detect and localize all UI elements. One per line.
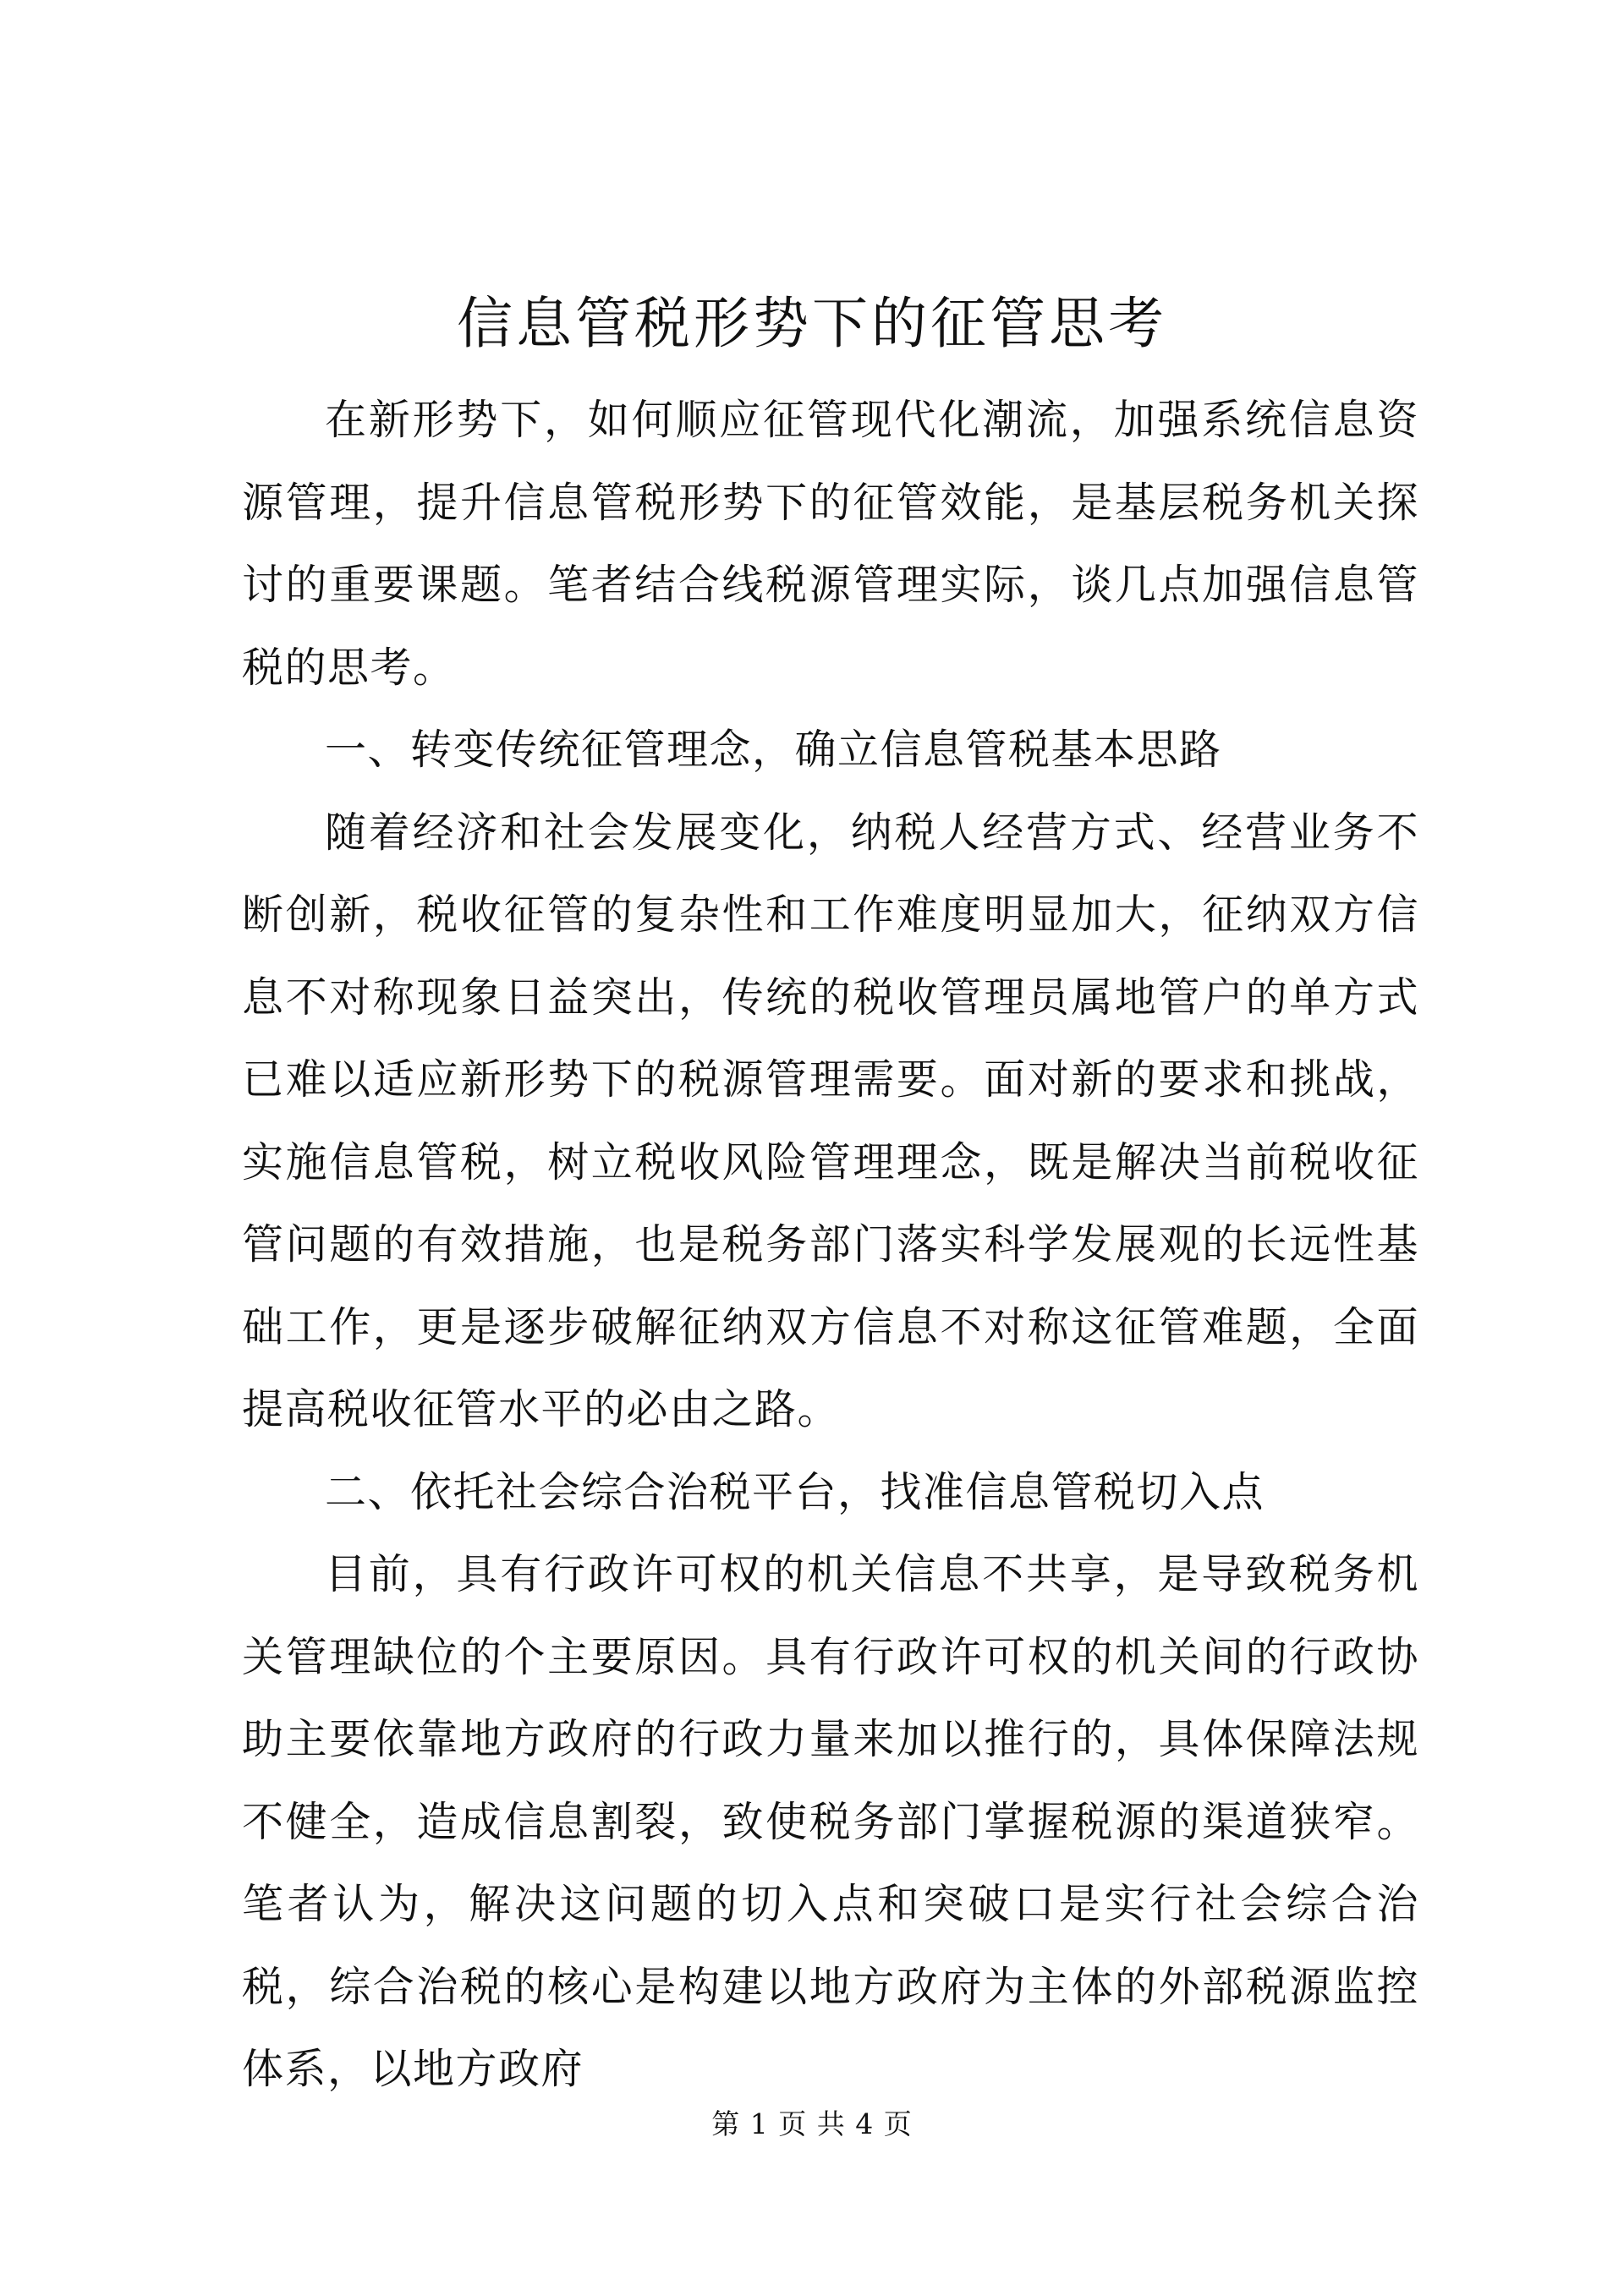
section-heading-1: 一、转变传统征管理念，确立信息管税基本思路 bbox=[325, 726, 1222, 774]
document-title: 信息管税形势下的征管思考 bbox=[457, 291, 1167, 356]
paragraph-section-2: 目前，具有行政许可权的机关信息不共享，是导致税务机关管理缺位的个主要原因。具有行政许可权的机关间的行政协助主要依靠地方政府的行政力量来加以推行的，具体保障法规不健全，造成信息割裂，致使税务部门掌握税源的渠道狭窄。笔者认为，解决这问题的切入点和突破口是实行社会综合治税，综合治税的核心是构建以地方政府为主体的外部税源监控体系，以地方政府 bbox=[242, 1550, 1419, 2093]
section-heading-2: 二、依托社会综合治税平台，找准信息管税切入点 bbox=[325, 1467, 1265, 1516]
paragraph-section-1: 随着经济和社会发展变化，纳税人经营方式、经营业务不断创新，税收征管的复杂性和工作难度明显加大，征纳双方信息不对称现象日益突出，传统的税收管理员属地管户的单方式已难以适应新形势下的税源管理需要。面对新的要求和挑战，实施信息管税，树立税收风险管理理念，既是解决当前税收征管问题的有效措施，也是税务部门落实科学发展观的长远性基础工作，更是逐步破解征纳双方信息不对称这征管难题，全面提高税收征管水平的必由之路。 bbox=[242, 808, 1419, 1433]
document-body bbox=[242, 379, 1419, 2111]
page-number-footer: 第 1 页 共 4 页 bbox=[711, 2107, 913, 2140]
paragraph-intro: 在新形势下，如何顺应征管现代化潮流，加强系统信息资源管理，提升信息管税形势下的征管效能，是基层税务机关探讨的重要课题。笔者结合线税源管理实际，谈几点加强信息管税的思考。 bbox=[242, 396, 1419, 692]
